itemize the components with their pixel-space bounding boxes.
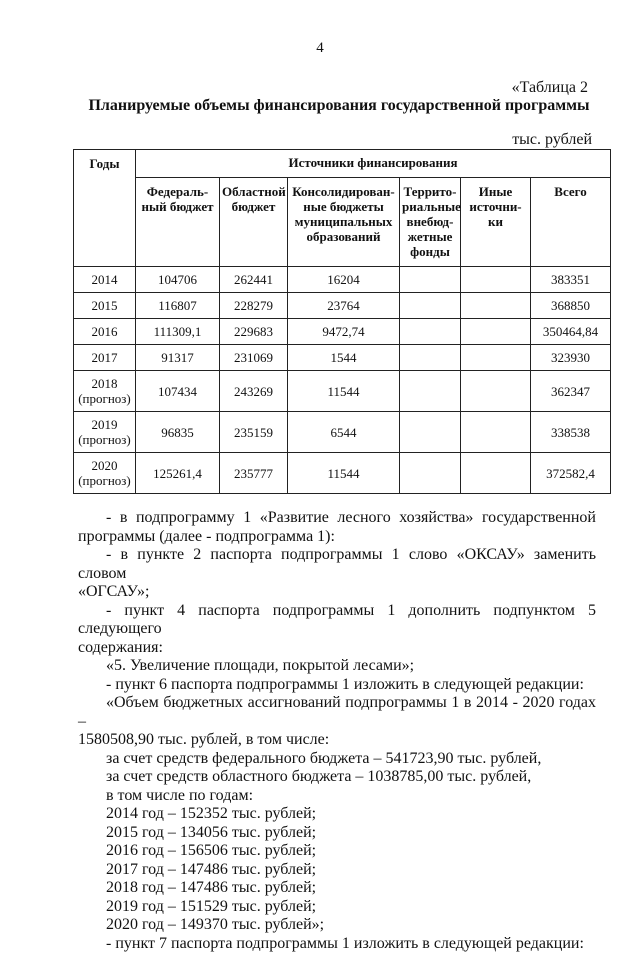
cell-territorial [400, 453, 461, 494]
header-federal: Федераль- ный бюджет [136, 178, 220, 267]
cell-federal: 91317 [136, 345, 220, 371]
paragraph-line: в том числе по годам: [78, 787, 596, 806]
cell-other [461, 293, 531, 319]
cell-year: 2014 [74, 267, 136, 293]
table-title: Планируемые объемы финансирования государственной программы [0, 97, 640, 115]
cell-total: 368850 [531, 293, 611, 319]
cell-territorial [400, 412, 461, 453]
paragraph-line: «ОГСАУ»; [78, 583, 596, 602]
paragraph-line: 2014 год – 152352 тыс. рублей; [78, 805, 596, 824]
cell-total: 338538 [531, 412, 611, 453]
cell-total: 372582,4 [531, 453, 611, 494]
cell-other [461, 371, 531, 412]
cell-year: 2015 [74, 293, 136, 319]
header-other: Иные источни- ки [461, 178, 531, 267]
cell-total: 362347 [531, 371, 611, 412]
paragraph-line: программы (далее - подпрограмма 1): [78, 528, 596, 547]
cell-other [461, 345, 531, 371]
table-row [74, 293, 611, 319]
cell-federal: 116807 [136, 293, 220, 319]
cell-total: 350464,84 [531, 319, 611, 345]
cell-year: 2016 [74, 319, 136, 345]
cell-regional: 243269 [220, 371, 288, 412]
cell-year: 2020 (прогноз) [74, 453, 136, 494]
paragraph-line: - пункт 6 паспорта подпрограммы 1 изложить в следующей редакции: [78, 676, 596, 695]
cell-year: 2018 (прогноз) [74, 371, 136, 412]
header-regional: Областной бюджет [220, 178, 288, 267]
units-label: тыс. рублей [512, 131, 592, 149]
cell-year: 2017 [74, 345, 136, 371]
cell-total: 383351 [531, 267, 611, 293]
cell-regional: 229683 [220, 319, 288, 345]
cell-federal: 107434 [136, 371, 220, 412]
cell-municipal: 9472,74 [288, 319, 400, 345]
paragraph-line: - пункт 4 паспорта подпрограммы 1 дополнить подпунктом 5 следующего [78, 602, 596, 639]
paragraph-line: содержания: [78, 639, 596, 658]
cell-municipal: 11544 [288, 453, 400, 494]
paragraph-line: за счет средств федерального бюджета – 541723,90 тыс. рублей, [78, 750, 596, 769]
cell-territorial [400, 319, 461, 345]
cell-territorial [400, 293, 461, 319]
cell-total: 323930 [531, 345, 611, 371]
cell-other [461, 453, 531, 494]
header-sources: Источники финансирования [136, 150, 611, 178]
table-row [74, 371, 611, 412]
cell-regional: 228279 [220, 293, 288, 319]
cell-other [461, 412, 531, 453]
cell-municipal: 11544 [288, 371, 400, 412]
table-reference: «Таблица 2 [512, 79, 588, 97]
cell-federal: 125261,4 [136, 453, 220, 494]
header-territorial: Террито- риальные внебюд- жетные фонды [400, 178, 461, 267]
cell-federal: 111309,1 [136, 319, 220, 345]
table-body [74, 267, 611, 494]
cell-municipal: 6544 [288, 412, 400, 453]
cell-regional: 231069 [220, 345, 288, 371]
cell-territorial [400, 345, 461, 371]
financing-table [73, 149, 611, 494]
paragraph-line: - в подпрограмму 1 «Развитие лесного хозяйства» государственной [78, 509, 596, 528]
paragraph-line: 2018 год – 147486 тыс. рублей; [78, 879, 596, 898]
paragraph-line: - в пункте 2 паспорта подпрограммы 1 слово «ОКСАУ» заменить словом [78, 546, 596, 583]
paragraph-line: «Объем бюджетных ассигнований подпрограммы 1 в 2014 - 2020 годах – [78, 694, 596, 731]
paragraph-line: за счет средств областного бюджета – 1038785,00 тыс. рублей, [78, 768, 596, 787]
header-years: Годы [74, 150, 136, 267]
table-row [74, 345, 611, 371]
cell-regional: 235777 [220, 453, 288, 494]
paragraph-line: 2016 год – 156506 тыс. рублей; [78, 842, 596, 861]
cell-regional: 262441 [220, 267, 288, 293]
paragraph-line: «5. Увеличение площади, покрытой лесами»; [78, 657, 596, 676]
cell-municipal: 23764 [288, 293, 400, 319]
cell-year: 2019 (прогноз) [74, 412, 136, 453]
table-row [74, 319, 611, 345]
paragraph-line: - пункт 7 паспорта подпрограммы 1 изложить в следующей редакции: [78, 935, 596, 953]
cell-municipal: 16204 [288, 267, 400, 293]
table-row [74, 267, 611, 293]
table-row [74, 453, 611, 494]
cell-federal: 96835 [136, 412, 220, 453]
cell-federal: 104706 [136, 267, 220, 293]
paragraph-line: 2015 год – 134056 тыс. рублей; [78, 824, 596, 843]
cell-territorial [400, 267, 461, 293]
cell-territorial [400, 371, 461, 412]
paragraph-line: 2019 год – 151529 тыс. рублей; [78, 898, 596, 917]
header-total: Всего [531, 178, 611, 267]
paragraph-line: 2017 год – 147486 тыс. рублей; [78, 861, 596, 880]
paragraph-line: 2020 год – 149370 тыс. рублей»; [78, 916, 596, 935]
table-row [74, 412, 611, 453]
paragraph-line: 1580508,90 тыс. рублей, в том числе: [78, 731, 596, 750]
cell-other [461, 267, 531, 293]
cell-municipal: 1544 [288, 345, 400, 371]
cell-regional: 235159 [220, 412, 288, 453]
cell-other [461, 319, 531, 345]
body-text [78, 509, 596, 953]
header-municipal: Консолидирован- ные бюджеты муниципальных образований [288, 178, 400, 267]
page-number: 4 [0, 40, 640, 57]
